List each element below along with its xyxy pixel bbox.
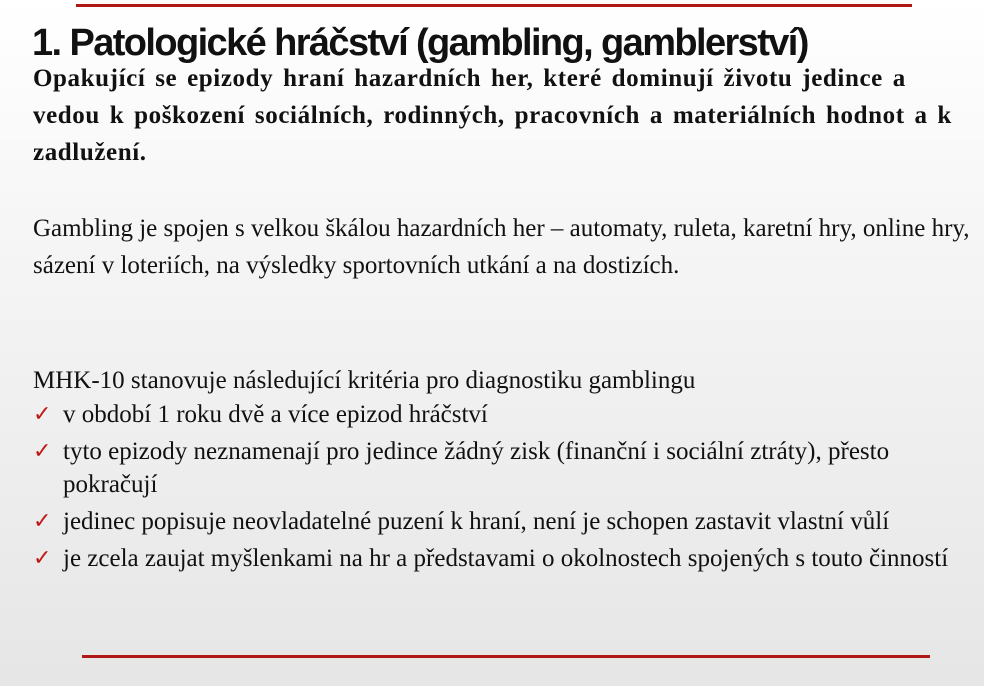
criteria-intro: MHK-10 stanovuje následující kritéria pro diagnostiku gamblingu (33, 367, 696, 394)
criteria-item-text: tyto epizody neznamenají pro jedince žádný zisk (finanční i sociální ztráty), přesto pokračují (63, 438, 890, 498)
games-paragraph: Gambling je spojen s velkou škálou hazardních her – automaty, ruleta, karetní hry, online hry, sázení v loteriích, na výsledky sportovních utkání a na dostizích. (33, 215, 970, 279)
criteria-item (33, 435, 978, 501)
criteria-item (33, 505, 978, 538)
criteria-item-text: jedinec popisuje neovladatelné puzení k hraní, není je schopen zastavit vlastní vůlí (63, 508, 890, 535)
criteria-item (33, 398, 978, 431)
bottom-accent-rule (82, 655, 930, 658)
checkmark-icon: ✓ (33, 402, 52, 427)
criteria-item (33, 542, 978, 575)
criteria-item-text: v období 1 roku dvě a více epizod hráčství (63, 401, 488, 428)
definition-paragraph: Opakující se epizody hraní hazardních her, které dominují životu jedince a vedou k poškození sociálních, rodinných, pracovních a materiálních hodnot a k zadlužení. (33, 65, 952, 166)
criteria-item-text: je zcela zaujat myšlenkami na hr a představami o okolnostech spojených s touto činností (63, 545, 949, 572)
checkmark-icon: ✓ (33, 439, 52, 464)
criteria-list (33, 398, 978, 579)
checkmark-icon: ✓ (33, 546, 52, 571)
top-accent-rule (76, 4, 912, 7)
checkmark-icon: ✓ (33, 509, 52, 534)
slide-title: 1. Patologické hráčství (gambling, gamblerství) (32, 22, 808, 64)
